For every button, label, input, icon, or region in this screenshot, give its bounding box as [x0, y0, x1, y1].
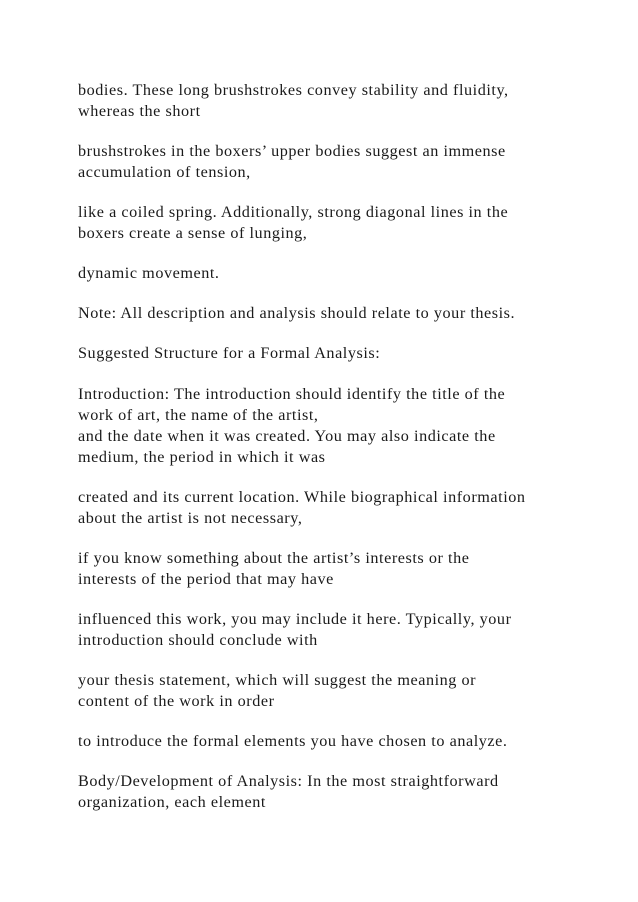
text-line: boxers create a sense of lunging,: [78, 224, 308, 242]
text-line: brushstrokes in the boxers’ upper bodies suggest an immense: [78, 142, 506, 160]
text-line: whereas the short: [78, 102, 201, 120]
text-line: Introduction: The introduction should identify the title of the: [78, 385, 506, 403]
text-line: Suggested Structure for a Formal Analysis:: [78, 344, 381, 362]
text-line: if you know something about the artist’s interests or the: [78, 549, 470, 567]
text-line: Note: All description and analysis should relate to your thesis.: [78, 304, 516, 322]
text-line: interests of the period that may have: [78, 570, 334, 588]
text-line: Body/Development of Analysis: In the most straightforward: [78, 772, 499, 790]
text-line: work of art, the name of the artist,: [78, 406, 319, 424]
text-line: like a coiled spring. Additionally, strong diagonal lines in the: [78, 203, 509, 221]
text-line: introduction should conclude with: [78, 631, 318, 649]
text-line: dynamic movement.: [78, 264, 220, 282]
text-line: bodies. These long brushstrokes convey stability and fluidity,: [78, 81, 509, 99]
text-line: and the date when it was created. You may also indicate the: [78, 427, 496, 445]
text-line: your thesis statement, which will suggest the meaning or: [78, 671, 477, 689]
text-line: content of the work in order: [78, 692, 275, 710]
text-line: influenced this work, you may include it here. Typically, your: [78, 610, 512, 628]
text-line: accumulation of tension,: [78, 163, 251, 181]
text-line: created and its current location. While biographical information: [78, 488, 526, 506]
text-line: organization, each element: [78, 793, 266, 811]
text-line: to introduce the formal elements you have chosen to analyze.: [78, 732, 508, 750]
text-line: medium, the period in which it was: [78, 448, 326, 466]
text-line: about the artist is not necessary,: [78, 509, 303, 527]
